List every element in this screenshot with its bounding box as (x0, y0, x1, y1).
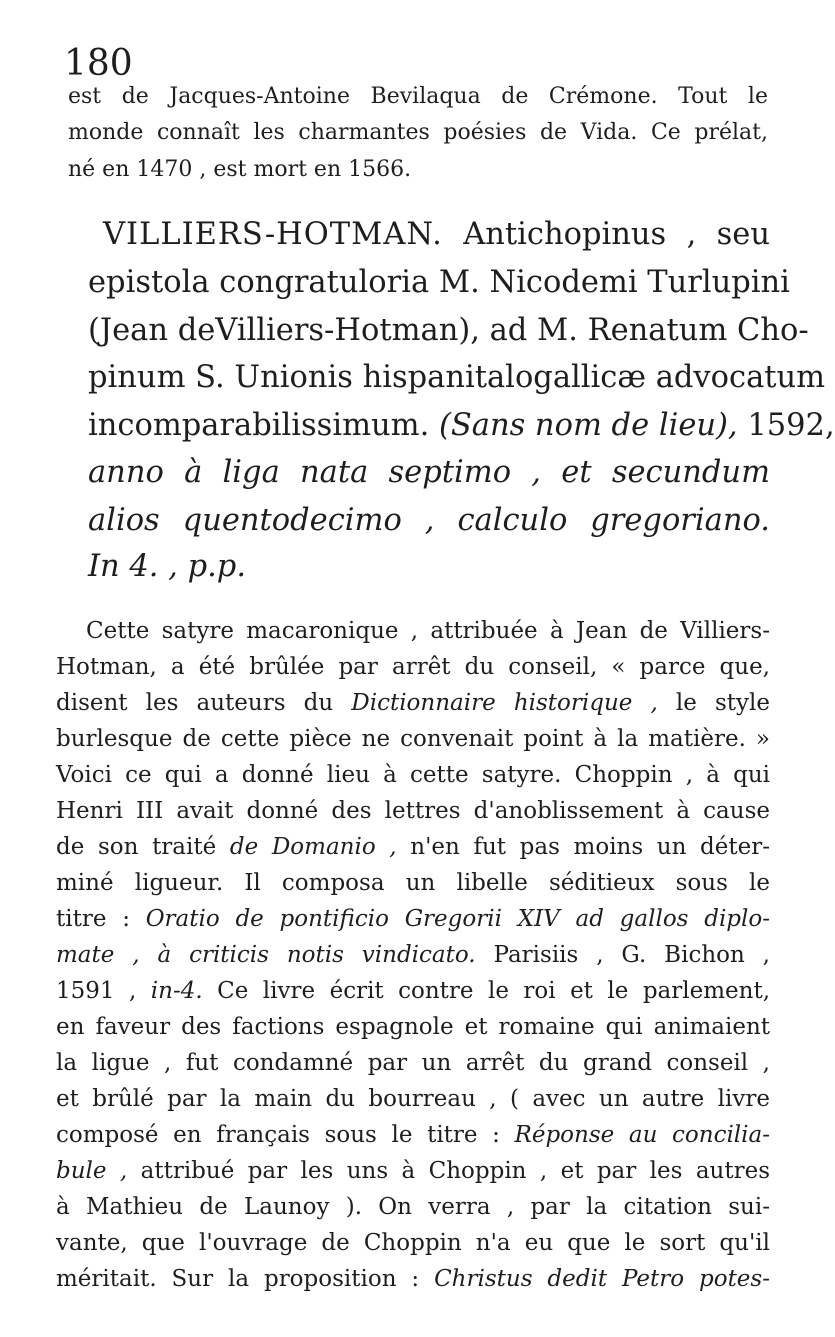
body-line-18: vante, que l'ouvrage de Choppin n'a eu que le sort qu'il (56, 1230, 770, 1256)
entry-format (88, 549, 770, 584)
body-line-13: la ligue , fut condamné par un arrêt du grand conseil , (56, 1050, 770, 1076)
body-line-4: burlesque de cette pièce ne convenait point à la matière. » (56, 726, 770, 752)
body-line-9 (56, 906, 770, 932)
body-line-19-a: méritait. Sur la proposition : (56, 1266, 420, 1292)
body-line-3-a: disent les auteurs du (56, 690, 334, 716)
body-line-10 (56, 942, 770, 968)
entry-place-note: (Sans nom de lieu), (438, 408, 738, 443)
body-line-3 (56, 690, 770, 716)
body-line-19-italic: Christus dedit Petro potes- (434, 1266, 770, 1292)
body-line-10-b: Parisiis , G. Bichon , (493, 942, 770, 968)
entry-heading-line (103, 217, 770, 252)
body-line-10-italic: mate , à criticis notis vindicato. (56, 942, 476, 968)
entry-line-2: epistola congratuloria M. Nicodemi Turlupini (88, 265, 790, 300)
body-line-16 (56, 1158, 770, 1184)
entry-line-6-text: anno à liga nata septimo , et secundum (88, 455, 770, 490)
body-line-15-italic: Réponse au concilia- (514, 1122, 771, 1148)
entry-line-5 (88, 408, 835, 443)
body-line-3-b: le style (675, 690, 770, 716)
body-line-11-b: Ce livre écrit contre le roi et le parlement, (217, 978, 771, 1004)
entry-year: 1592, (747, 408, 835, 443)
body-line-3-italic: Dictionnaire historique , (351, 690, 658, 716)
body-line-11 (56, 978, 770, 1004)
entry-line-6 (88, 455, 770, 490)
body-line-7-italic: de Domanio , (229, 834, 397, 860)
entry-format-text: In 4. , p.p. (88, 549, 247, 584)
body-line-15 (56, 1122, 770, 1148)
intro-line-3: né en 1470 , est mort en 1566. (68, 157, 412, 182)
body-line-7 (56, 834, 770, 860)
body-line-11-a: 1591 , (56, 978, 137, 1004)
entry-title-start: Antichopinus , seu (463, 217, 770, 252)
body-line-19 (56, 1266, 770, 1292)
body-line-7-b: n'en fut pas moins un déter- (410, 834, 771, 860)
body-line-9-a: titre : (56, 906, 130, 932)
body-line-14: et brûlé par la main du bourreau , ( avec un autre livre (56, 1086, 770, 1112)
intro-line-2: monde connaît les charmantes poésies de Vida. Ce prélat, (68, 120, 768, 145)
body-line-8: miné ligueur. Il composa un libelle séditieux sous le (56, 870, 770, 896)
entry-heading: VILLIERS-HOTMAN. (103, 217, 443, 252)
entry-line-7-text: alios quentodecimo , calculo gregoriano. (88, 503, 770, 538)
entry-line-4: pinum S. Unionis hispanitalogallicæ advocatum (88, 360, 826, 395)
intro-line-1: est de Jacques-Antoine Bevilaqua de Crémone. Tout le (68, 84, 768, 109)
body-line-16-b: attribué par les uns à Choppin , et par les autres (140, 1158, 770, 1184)
page-number: 180 (64, 43, 133, 84)
body-line-6: Henri III avait donné des lettres d'anoblissement à cause (56, 798, 770, 824)
entry-line-3: (Jean deVilliers-Hotman), ad M. Renatum Cho- (88, 313, 809, 348)
body-line-16-italic: bule , (56, 1158, 128, 1184)
body-line-2: Hotman, a été brûlée par arrêt du conseil, « parce que, (56, 654, 770, 680)
body-line-1: Cette satyre macaronique , attribuée à Jean de Villiers- (86, 618, 770, 644)
body-line-12: en faveur des factions espagnole et romaine qui animaient (56, 1014, 770, 1040)
body-line-9-italic: Oratio de pontificio Gregorii XIV ad gallos diplo- (145, 906, 771, 932)
body-line-5: Voici ce qui a donné lieu à cette satyre. Choppin , à qui (56, 762, 770, 788)
body-line-7-a: de son traité (56, 834, 217, 860)
entry-line-5-roman: incomparabilissimum. (88, 408, 430, 443)
body-line-11-italic: in-4. (150, 978, 203, 1004)
body-line-17: à Mathieu de Launoy ). On verra , par la citation sui- (56, 1194, 770, 1220)
body-line-15-a: composé en français sous le titre : (56, 1122, 500, 1148)
entry-line-7 (88, 503, 770, 538)
